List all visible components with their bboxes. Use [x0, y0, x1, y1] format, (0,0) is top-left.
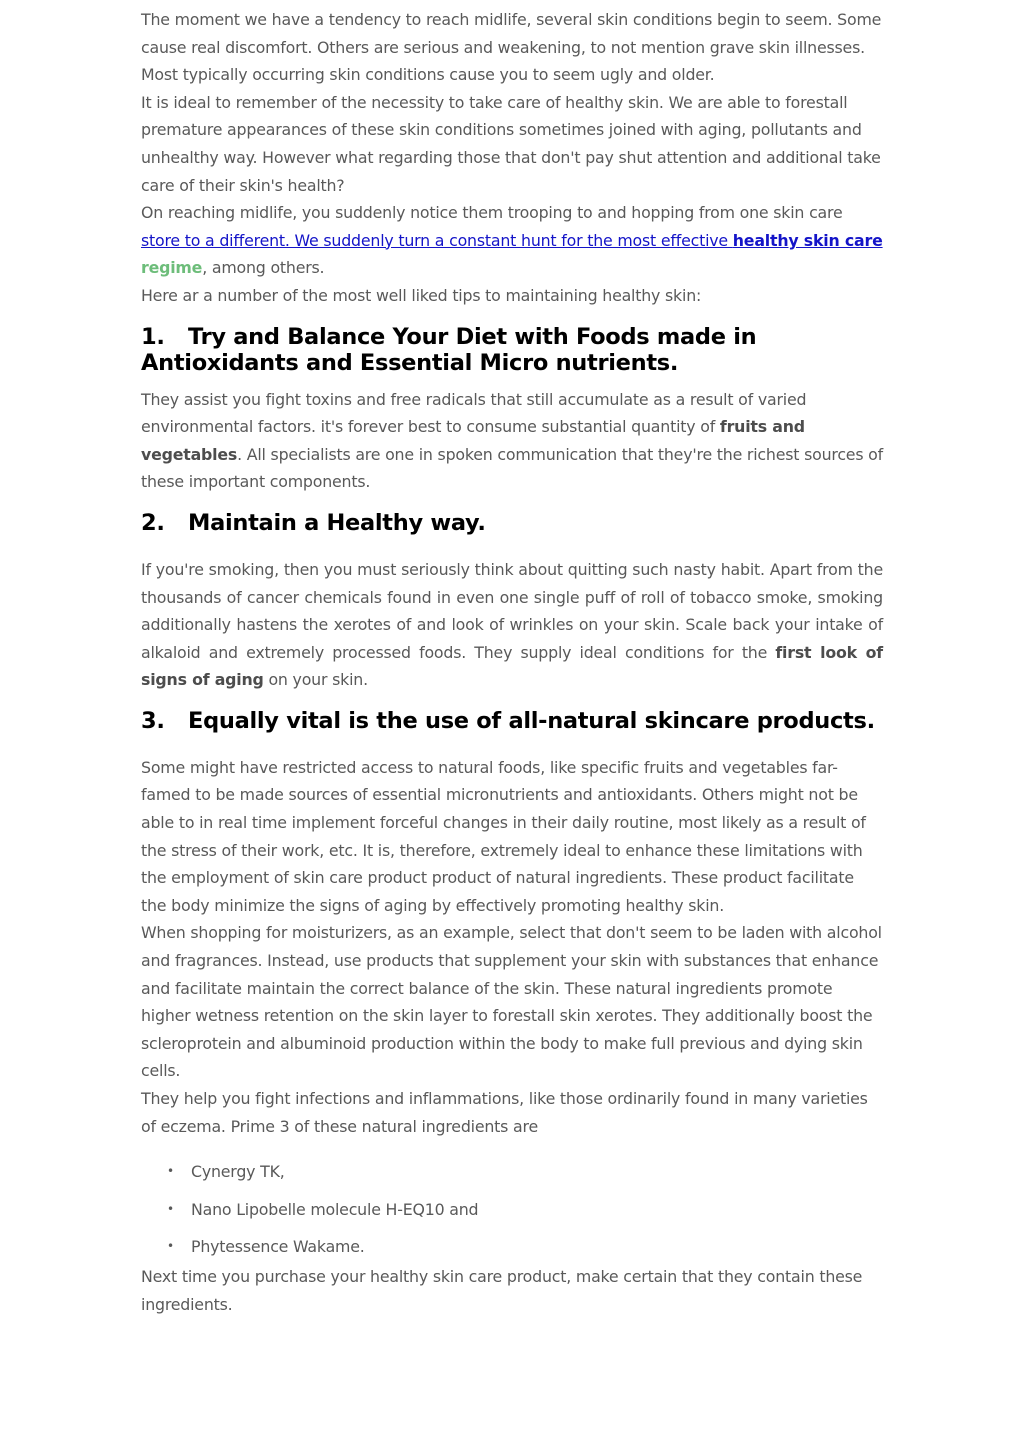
list-item-text: Nano Lipobelle molecule H-EQ10 and — [191, 1199, 479, 1219]
intro-paragraph: The moment we have a tendency to reach midlife, several skin conditions begin to seem. Some cause real discomfort. Others are serious and weakening, to not mention grave skin illnesses. Most typically occurring skin conditions cause you to seem ugly and older. — [141, 10, 882, 85]
healthy-skin-care-link[interactable] — [141, 231, 883, 250]
section-2-text-end: on your skin. — [263, 670, 368, 690]
section-3-paragraph-1: Some might have restricted access to natural foods, like specific fruits and vegetables far-famed to be made sources of essential micronutrients and antioxidants. Others might not be able to in real time implement forceful changes in their daily routine, most likely as a result of the stress of their work, etc. It is, therefore, extremely ideal to enhance these limitations with the employment of skin care product product of natural ingredients. These product facilitate the body minimize the signs of aging by effectively promoting healthy skin. — [141, 757, 866, 915]
section-1-number: 1. — [141, 323, 165, 350]
bullet-icon: • — [167, 1201, 174, 1216]
closing-paragraph: Next time you purchase your healthy skin care product, make certain that they contain these ingredients. — [141, 1267, 863, 1314]
section-2-text-start: If you're smoking, then you must seriously think about quitting such nasty habit. Apart from the thousands of cancer chemicals found in even one single puff of roll of tobacco smoke, smoking additionally hastens the xerotes of and look of wrinkles on your skin. Scale back your intake of alkaloid and extremely processed foods. They supply ideal conditions for the — [141, 559, 883, 662]
regime-highlight: regime — [141, 258, 203, 278]
list-item-text: Phytessence Wakame. — [191, 1237, 365, 1257]
list-item — [141, 1233, 883, 1263]
ingredient-list — [141, 1158, 883, 1263]
midlife-text-end: , among others. — [202, 258, 325, 278]
section-2-heading — [141, 510, 883, 536]
list-item-text: Cynergy TK, — [191, 1162, 285, 1182]
awareness-paragraph: It is ideal to remember of the necessity to take care of healthy skin. We are able to forestall premature appearances of these skin conditions sometimes joined with aging, pollutants and unhealthy way. However what regarding those that don't pay shut attention and additional take care of their skin's health? — [141, 92, 881, 195]
section-3-paragraph-2: When shopping for moisturizers, as an example, select that don't seem to be laden with alcohol and fragrances. Instead, use products that supplement your skin with substances that enhance and facilitate maintain the correct balance of the skin. These natural ingredients promote higher wetness retention on the skin layer to forestall skin xerotes. They additionally boost the scleroprotein and albuminoid production within the body to make full previous and dying skin cells. — [141, 923, 882, 1081]
section-2-bold-text: first look of signs of aging — [141, 642, 883, 690]
section-3-number: 3. — [141, 707, 165, 734]
section-1-text-start: They assist you fight toxins and free radicals that still accumulate as a result of varied environmental factors. it's forever best to consume substantial quantity of — [141, 389, 807, 437]
section-2-title: Maintain a Healthy way. — [188, 509, 486, 536]
section-1-heading — [141, 324, 883, 376]
article-body — [141, 6, 883, 1318]
list-item — [141, 1158, 883, 1196]
section-1-text-end: . All specialists are one in spoken communication that they're the richest sources of these important components. — [141, 444, 884, 492]
tips-intro-paragraph: Here ar a number of the most well liked tips to maintaining healthy skin: — [141, 285, 702, 305]
midlife-paragraph — [141, 199, 883, 282]
link-text: store to a different. We suddenly turn a constant hunt for the most effective — [141, 230, 733, 250]
link-text-bold: healthy skin care — [732, 230, 883, 250]
midlife-text-start: On reaching midlife, you suddenly notice them trooping to and hopping from one skin care — [141, 203, 843, 223]
bullet-icon: • — [167, 1239, 174, 1254]
section-1-bold-text: fruits and vegetables — [141, 417, 805, 464]
bullet-icon: • — [167, 1164, 174, 1179]
list-item — [141, 1196, 883, 1234]
section-1-paragraph — [141, 386, 883, 496]
section-2-number: 2. — [141, 509, 165, 536]
section-3-paragraph-3: They help you fight infections and inflammations, like those ordinarily found in many varieties of eczema. Prime 3 of these natural ingredients are — [141, 1089, 868, 1136]
section-3-title: Equally vital is the use of all-natural skincare products. — [188, 707, 875, 734]
section-1-title: Try and Balance Your Diet with Foods made in Antioxidants and Essential Micro nutrients. — [141, 323, 757, 376]
section-3-heading — [141, 708, 883, 734]
section-2-paragraph — [141, 556, 883, 694]
